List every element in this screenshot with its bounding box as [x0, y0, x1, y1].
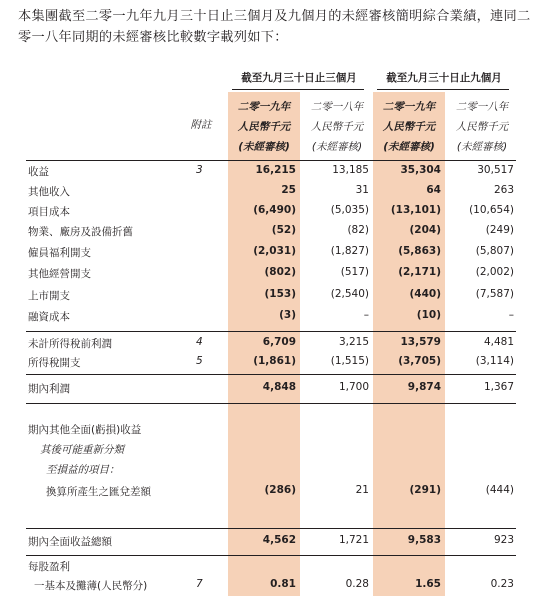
table-row: 其他收入 25 31 64 263 [28, 184, 514, 198]
column-header-9m-2018: 二零一八年 人民幣千元 (未經審核) [455, 101, 509, 153]
intro-text: 本集團截至二零一九年九月三十日止三個月及九個月的未經審核簡明綜合業績，連同二零一八年同期的未經審核比較數字載列如下： [18, 9, 531, 45]
table-row: 融資成本 (3) – (10) – [28, 309, 514, 323]
column-header-3m-2018: 二零一八年 人民幣千元 (未經審核) [310, 101, 364, 153]
table-row: 其他經營開支 (802) (517) (2,171) (2,002) [28, 266, 514, 280]
table-row: 期內其他全面(虧損)收益 [28, 424, 142, 436]
table-row: 收益 3 16,215 13,185 35,304 30,517 [28, 164, 514, 178]
period-underline [377, 89, 509, 90]
period-header-nine-months: 截至九月三十日止九個月 [386, 72, 502, 84]
period-header-three-months: 截至九月三十日止三個月 [241, 72, 357, 84]
table-divider [26, 403, 516, 404]
note-column-header: 附註 [190, 119, 212, 131]
table-row: 項目成本 (6,490) (5,035) (13,101) (10,654) [28, 204, 514, 218]
table-row: 每股盈利 [28, 561, 70, 573]
table-divider [26, 331, 516, 332]
table-row: 所得稅開支 5 (1,861) (1,515) (3,705) (3,114) [28, 355, 514, 369]
table-row: 期內利潤 4,848 1,700 9,874 1,367 [28, 381, 514, 395]
table-row: 物業、廠房及設備折舊 (52) (82) (204) (249) [28, 224, 514, 238]
table-divider [26, 374, 516, 375]
table-row: 至損益的項目： [46, 464, 120, 476]
column-header-9m-2019: 二零一九年 人民幣千元 (未經審核) [382, 101, 436, 153]
table-divider [26, 528, 516, 529]
table-row: 換算所產生之匯兌差額 (286) 21 (291) (444) [46, 484, 514, 498]
table-row: 期內全面收益總額 4,562 1,721 9,583 923 [28, 534, 514, 548]
period-underline [232, 89, 364, 90]
table-row: 其後可能重新分類 [40, 444, 124, 456]
table-row: 未計所得稅前利潤 4 6,709 3,215 13,579 4,481 [28, 336, 514, 350]
column-header-3m-2019: 二零一九年 人民幣千元 (未經審核) [237, 101, 291, 153]
table-row: 上市開支 (153) (2,540) (440) (7,587) [28, 288, 514, 302]
table-row: 一基本及攤薄(人民幣分) 7 0.81 0.28 1.65 0.23 [34, 578, 514, 592]
table-row: 僱員福利開支 (2,031) (1,827) (5,863) (5,807) [28, 245, 514, 259]
